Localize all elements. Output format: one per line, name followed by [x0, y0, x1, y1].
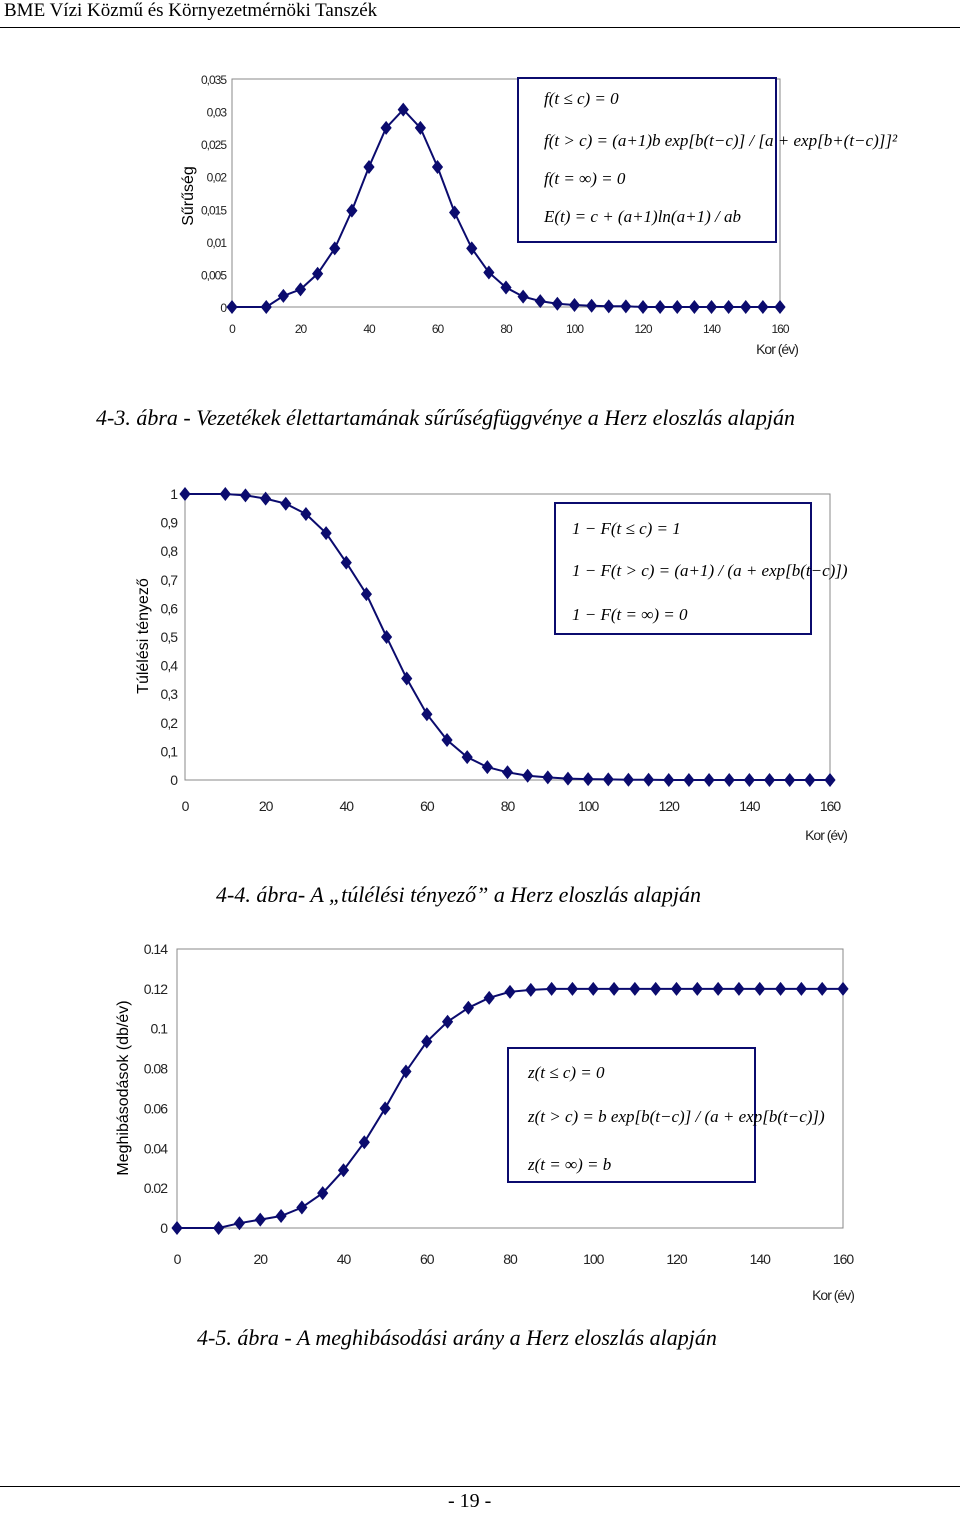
y-tick-label: 0.06: [143, 1100, 167, 1117]
data-point: [504, 985, 515, 999]
y-tick-label: 0,035: [200, 73, 226, 87]
x-tick-label: 120: [634, 322, 652, 336]
x-tick-label: 40: [363, 322, 375, 336]
y-tick-label: 0,2: [160, 714, 177, 731]
formula-line: z(t = ∞) = b: [528, 1155, 612, 1174]
y-tick-label: 0,9: [160, 514, 177, 531]
formula-line: E(t) = c + (a+1)ln(a+1) / ab: [544, 207, 741, 226]
y-axis-label: Túlélési tényező: [135, 578, 152, 694]
data-point: [546, 982, 557, 996]
y-tick-label: 0,015: [200, 203, 226, 218]
y-tick-label: 0,6: [160, 600, 177, 617]
x-axis-label: Kor (év): [805, 827, 847, 843]
data-point: [733, 982, 744, 996]
y-tick-label: 0,4: [160, 657, 177, 674]
y-tick-label: 0,8: [160, 543, 177, 560]
y-tick-label: 0: [220, 301, 226, 315]
formula-line: f(t ≤ c) = 0: [544, 89, 619, 108]
formula-line: z(t > c) = b exp[b(t−c)] / (a + exp[b(t−c)]): [528, 1107, 825, 1126]
formula-line: f(t > c) = (a+1)b exp[b(t−c)] / [a + exp[b+(t−c)]]²: [544, 131, 898, 150]
x-tick-label: 80: [503, 1251, 517, 1267]
data-point: [567, 982, 578, 996]
figure-caption: 4-4. ábra- A „túlélési tényező” a Herz eloszlás alapján: [216, 882, 702, 907]
x-tick-label: 100: [577, 798, 599, 814]
y-tick-label: 0,7: [160, 571, 177, 588]
x-tick-label: 140: [702, 322, 721, 336]
y-tick-label: 0,025: [200, 138, 226, 153]
y-tick-label: 0.1: [150, 1020, 167, 1037]
y-axis-label: Sűrűség: [180, 166, 197, 226]
data-point: [837, 982, 848, 996]
x-tick-label: 160: [832, 1251, 854, 1267]
x-tick-label: 120: [658, 798, 679, 814]
y-tick-label: 0,02: [206, 170, 226, 185]
x-tick-label: 60: [420, 798, 434, 814]
figure-caption: 4-3. ábra - Vezetékek élettartamának sűrűségfüggvénye a Herz eloszlás alapján: [96, 405, 795, 430]
x-tick-label: 20: [253, 1251, 268, 1267]
x-tick-label: 140: [749, 1251, 770, 1267]
data-point: [171, 1221, 182, 1235]
formula-box: [508, 1048, 825, 1182]
figure-caption: 4-5. ábra - A meghibásodási arány a Herz eloszlás alapján: [197, 1325, 717, 1350]
y-tick-label: 0,03: [206, 105, 226, 120]
x-axis-label: Kor (év): [812, 1287, 854, 1303]
x-tick-label: 140: [739, 798, 760, 814]
data-point: [255, 1213, 266, 1227]
data-point: [463, 1001, 474, 1015]
y-tick-label: 0,3: [160, 686, 177, 703]
y-tick-label: 0,01: [206, 235, 226, 250]
y-axis-label: Meghibásodások (db/év): [115, 1000, 132, 1176]
x-tick-label: 40: [339, 798, 354, 814]
x-tick-label: 100: [583, 1251, 604, 1267]
data-point: [796, 982, 807, 996]
data-point: [275, 1209, 286, 1223]
footer-divider: [0, 1486, 960, 1487]
x-tick-label: 20: [258, 798, 273, 814]
x-tick-label: 120: [666, 1251, 687, 1267]
y-tick-label: 0,1: [160, 743, 177, 760]
data-point: [296, 1200, 307, 1214]
x-tick-label: 60: [419, 1251, 434, 1267]
x-tick-label: 0: [229, 322, 235, 336]
y-tick-label: 0: [160, 1220, 167, 1236]
x-tick-label: 100: [565, 322, 584, 336]
x-tick-label: 160: [771, 322, 789, 336]
data-point: [671, 982, 682, 996]
formula-line: 1 − F(t = ∞) = 0: [572, 605, 688, 624]
x-tick-label: 160: [819, 798, 841, 814]
x-tick-label: 40: [336, 1251, 351, 1267]
x-tick-label: 80: [500, 798, 515, 814]
page-number: - 19 -: [448, 1490, 492, 1512]
y-tick-label: 0: [170, 772, 177, 788]
y-tick-label: 0.14: [143, 941, 167, 957]
y-tick-label: 1: [170, 486, 177, 502]
x-tick-label: 20: [294, 322, 307, 336]
y-tick-label: 0.08: [143, 1060, 167, 1077]
data-point: [588, 982, 599, 996]
data-point: [817, 982, 828, 996]
data-point: [754, 982, 765, 996]
y-tick-label: 0,5: [160, 629, 177, 645]
x-tick-label: 0: [173, 1251, 181, 1267]
formula-line: f(t = ∞) = 0: [544, 169, 626, 188]
formula-line: z(t ≤ c) = 0: [528, 1063, 605, 1082]
x-axis-label: Kor (év): [756, 341, 798, 357]
page-header: BME Vízi Közmű és Környezetmérnöki Tanszék: [4, 0, 378, 21]
data-point: [213, 1221, 224, 1235]
data-point: [525, 983, 536, 997]
y-tick-label: 0.04: [143, 1140, 167, 1157]
x-tick-label: 80: [500, 322, 512, 336]
y-tick-label: 0,005: [200, 268, 226, 283]
x-tick-label: 0: [181, 798, 189, 814]
data-point: [692, 982, 703, 996]
y-tick-label: 0.02: [143, 1180, 167, 1197]
x-tick-label: 60: [431, 322, 444, 336]
y-tick-label: 0.12: [143, 980, 167, 997]
data-point: [629, 982, 640, 996]
data-point: [775, 982, 786, 996]
data-point: [484, 991, 495, 1005]
formula-line: 1 − F(t ≤ c) = 1: [572, 519, 681, 538]
data-point: [608, 982, 619, 996]
data-point: [713, 982, 724, 996]
data-point: [650, 982, 661, 996]
formula-line: 1 − F(t > c) = (a+1) / (a + exp[b(t−c)]): [572, 561, 848, 580]
